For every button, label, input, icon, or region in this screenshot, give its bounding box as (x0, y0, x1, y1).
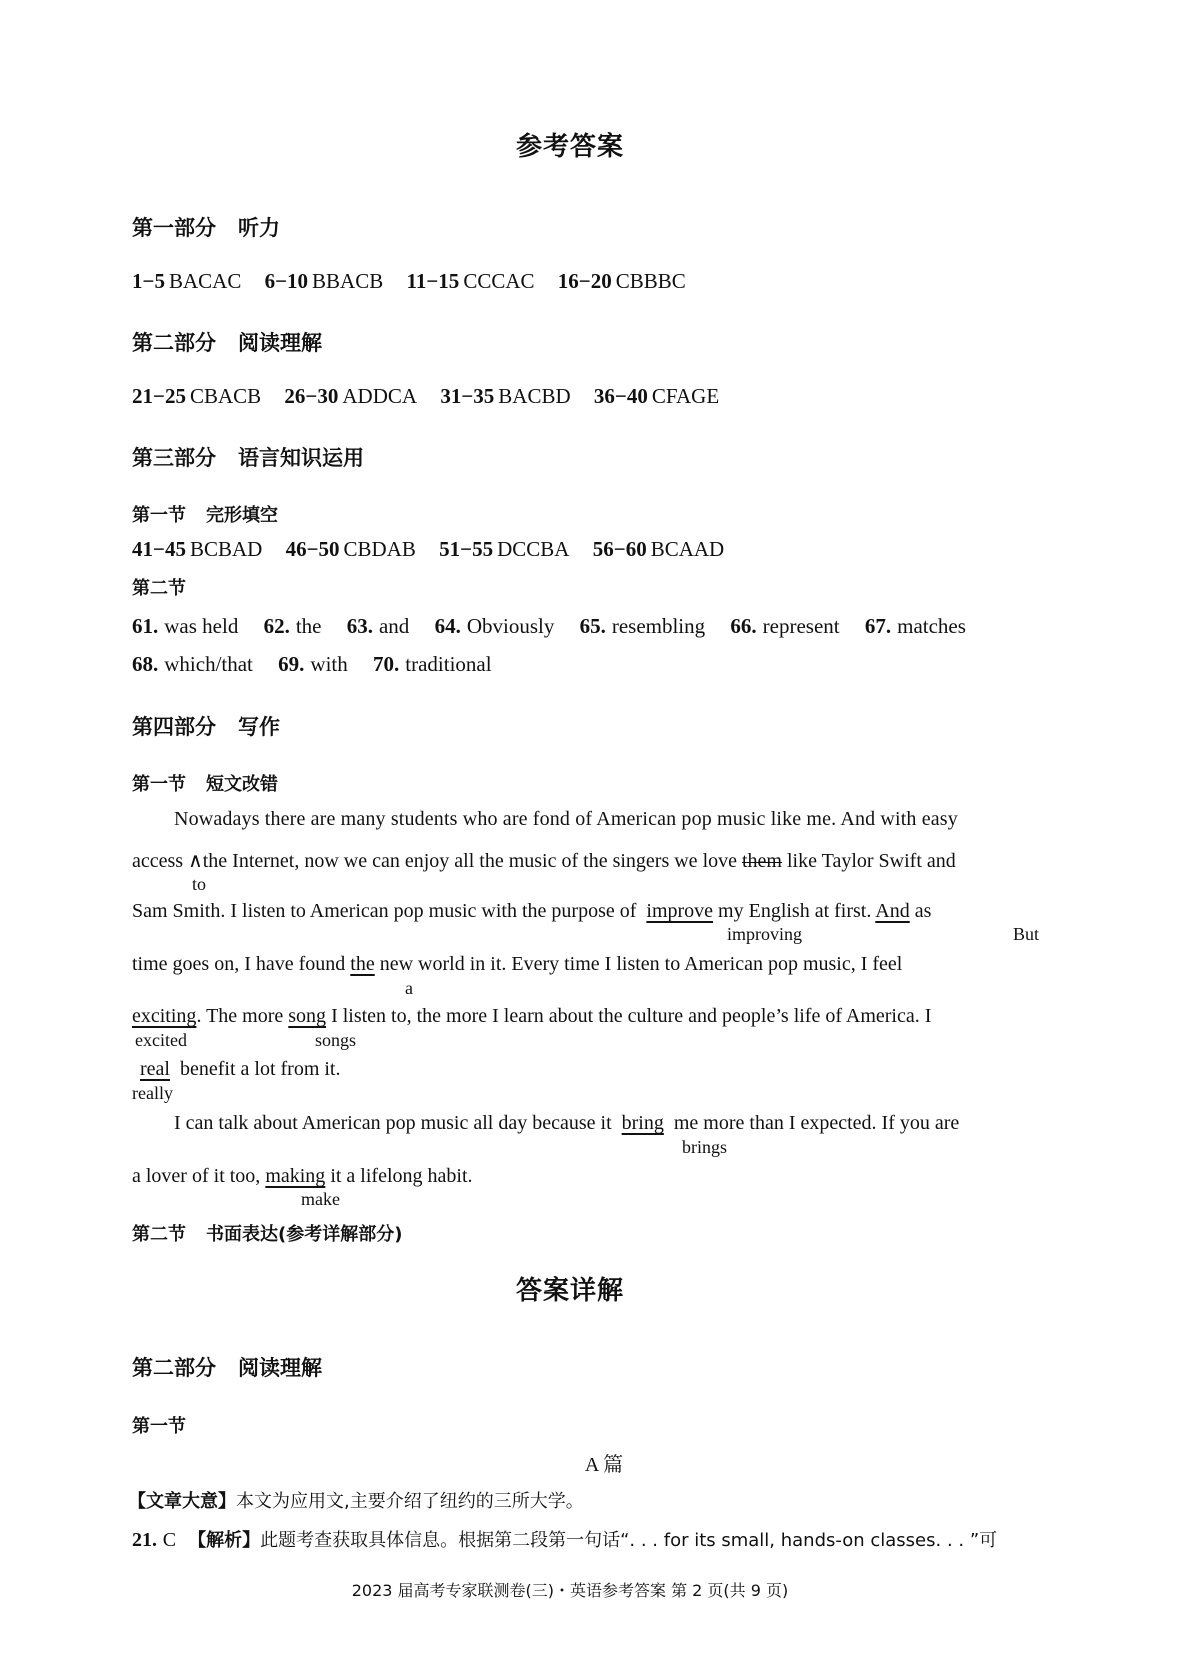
detail-part-label: 第二部分 (132, 1356, 216, 1380)
part2-label: 第二部分 (132, 331, 216, 355)
sec2-subject: 书面表达(参考详解部分) (206, 1224, 403, 1245)
part1-label: 第一部分 (132, 216, 216, 240)
error-word: real (140, 1058, 170, 1080)
answer-group: 51−55 DCCBA (439, 537, 570, 561)
error-word: And (875, 900, 910, 922)
part4-heading (132, 711, 280, 741)
part3-sec2-heading: 第二节 (132, 578, 186, 599)
answer-group: 31−35 BACBD (440, 384, 571, 408)
part1-heading (132, 212, 280, 242)
part2-heading (132, 327, 322, 357)
detail-part-heading (132, 1352, 322, 1382)
essay-line-8: a lover of it too, making it a lifelong habit. (132, 1165, 473, 1187)
answer-group: 11−15 CCCAC (406, 269, 535, 293)
question-number: 21. (132, 1529, 157, 1551)
essay-line-2: access ∧the Internet, now we can enjoy all the music of the singers we love them like Taylor Swift and (132, 850, 956, 872)
fill-answer: 66. represent (730, 614, 840, 638)
analysis-tag: 【解析】 (188, 1530, 261, 1551)
error-word: making (265, 1165, 326, 1187)
page-footer: 2023 届高考专家联测卷(三)・英语参考答案 第 2 页(共 9 页) (351, 1581, 789, 1600)
error-word: song (288, 1005, 327, 1027)
part4-sec2-heading (132, 1220, 402, 1246)
correction: improving (727, 924, 802, 944)
sec1-label: 第一节 (132, 774, 186, 795)
correction: a (405, 978, 413, 998)
essay-line-1: Nowadays there are many students who are fond of American pop music like me. And with easy (174, 808, 958, 830)
error-word: improve (646, 900, 714, 922)
error-word: bring (621, 1112, 664, 1134)
fill-answer: 68. which/that (132, 652, 253, 676)
fill-answer: 61. was held (132, 614, 239, 638)
deleted-word: them (742, 850, 782, 872)
fill-answers-row1 (132, 614, 986, 639)
answer-group: 36−40 CFAGE (593, 384, 720, 408)
correction: songs (315, 1030, 357, 1050)
part3-label: 第三部分 (132, 446, 216, 470)
answer-group: 6−10 BBACB (264, 269, 384, 293)
sec1-subject: 短文改错 (206, 774, 278, 795)
fill-answer: 67. matches (864, 614, 966, 638)
answer-group: 56−60 BCAAD (592, 537, 725, 561)
part3-sec1-heading (132, 501, 278, 527)
part1-answers (132, 269, 704, 294)
fill-answers-row2 (132, 652, 512, 677)
fill-answer: 63. and (346, 614, 410, 638)
essay-line-6: real benefit a lot from it. (140, 1058, 341, 1080)
answer-group: 1−5 BACAC (132, 269, 242, 293)
part3-heading (132, 442, 364, 472)
detail-sec-heading: 第一节 (132, 1416, 186, 1437)
question-answer: C (162, 1529, 177, 1551)
sec2-label: 第二节 (132, 1224, 186, 1245)
answer-group: 46−50 CBDAB (285, 537, 416, 561)
part4-label: 第四部分 (132, 715, 216, 739)
answer-group: 26−30 ADDCA (284, 384, 418, 408)
part3-subject: 语言知识运用 (238, 446, 364, 470)
part3-sec1-answers (132, 537, 742, 562)
sec1-label: 第一节 (132, 505, 186, 526)
part1-subject: 听力 (238, 216, 280, 240)
sec1-subject: 完形填空 (206, 505, 278, 526)
answer-group: 21−25 CBACB (132, 384, 262, 408)
answer-group: 16−20 CBBBC (557, 269, 686, 293)
page-title: 参考答案 (515, 132, 624, 162)
part2-answers (132, 384, 737, 409)
correction: brings (682, 1137, 727, 1157)
fill-answer: 70. traditional (373, 652, 492, 676)
detail-part-subject: 阅读理解 (238, 1356, 322, 1380)
article-summary: 【文章大意】本文为应用文,主要介绍了纽约的三所大学。 (128, 1491, 584, 1512)
part4-subject: 写作 (238, 715, 280, 739)
correction: But (1013, 924, 1040, 944)
fill-answer: 62. the (263, 614, 322, 638)
fill-answer: 69. with (278, 652, 348, 676)
question-21-explanation: 21. C 【解析】此题考查获取具体信息。根据第二段第一句话“. . . for its small, hands-on classes. . . ”可 (132, 1529, 998, 1551)
part2-subject: 阅读理解 (238, 331, 322, 355)
summary-tag: 【文章大意】 (128, 1491, 236, 1512)
error-word: exciting (132, 1005, 197, 1027)
correction: excited (135, 1030, 187, 1050)
correction: make (301, 1189, 340, 1209)
essay-line-5: exciting. The more song I listen to, the more I learn about the culture and people’s life of America. I (132, 1005, 932, 1027)
correction: really (132, 1083, 173, 1103)
answer-group: 41−45 BCBAD (132, 537, 263, 561)
passage-label: A 篇 (584, 1454, 624, 1476)
error-word: the (350, 953, 375, 975)
part4-sec1-heading (132, 770, 278, 796)
essay-line-7: I can talk about American pop music all day because it bring me more than I expected. If you are (174, 1112, 960, 1134)
fill-answer: 65. resembling (579, 614, 706, 638)
insertion-caret: ∧ (188, 850, 203, 872)
detail-title: 答案详解 (515, 1276, 624, 1306)
essay-line-4: time goes on, I have found the new world in it. Every time I listen to American pop music, I feel (132, 953, 903, 975)
fill-answer: 64. Obviously (434, 614, 555, 638)
correction: to (192, 874, 207, 894)
essay-line-3: Sam Smith. I listen to American pop music with the purpose of improve my English at first. And as (132, 900, 932, 922)
